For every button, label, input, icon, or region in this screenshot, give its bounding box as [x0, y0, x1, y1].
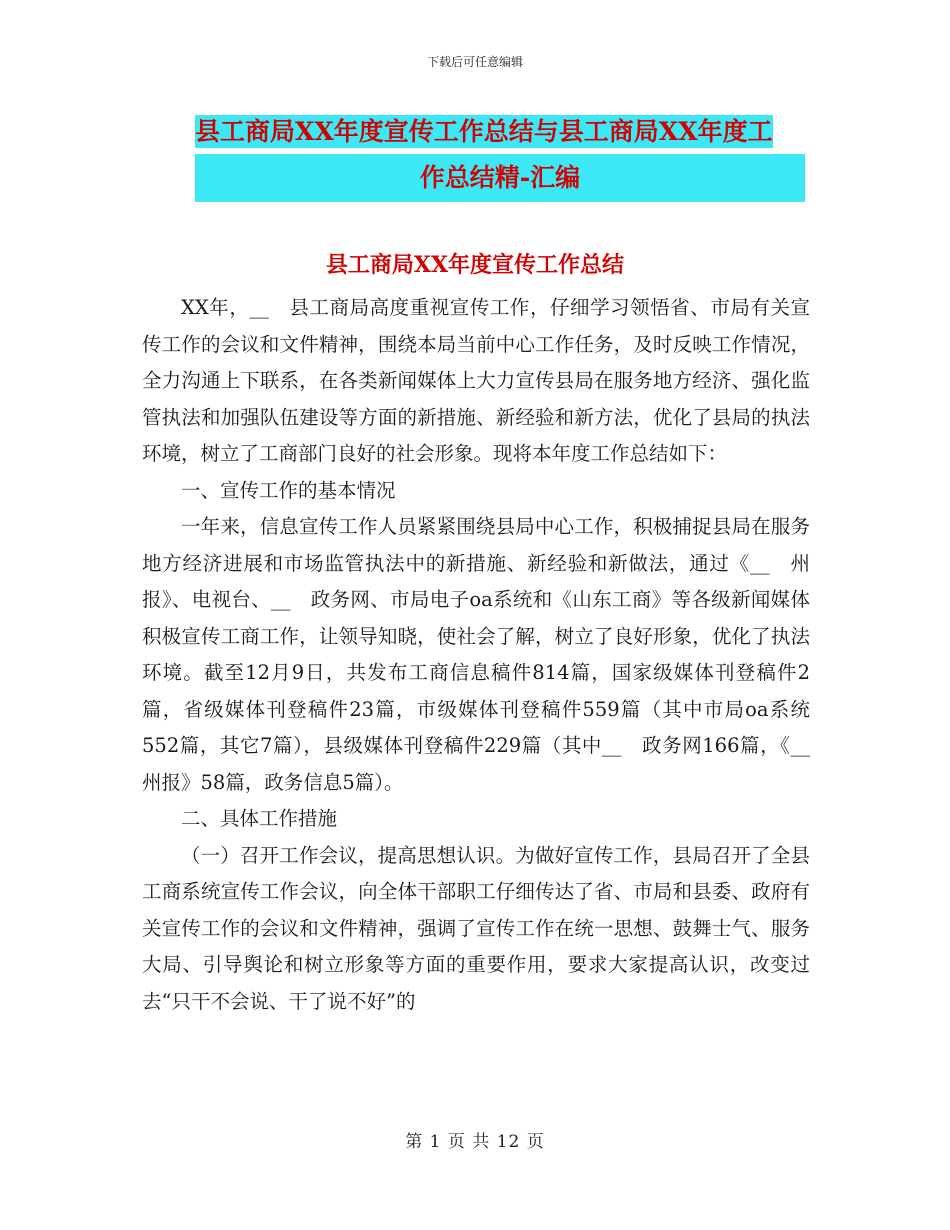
paragraph-intro: XX年，__ 县工商局高度重视宣传工作，仔细学习领悟省、市局有关宣传工作的会议和文件精神，围绕本局当前中心工作任务，及时反映工作情况，全力沟通上下联系，在各类新闻媒体上大力宣传县局在服务地方经济、强化监管执法和加强队伍建设等方面的新措施、新经验和新方法，优化了县局的执法环境，树立了工商部门良好的社会形象。现将本年度工作总结如下： [142, 296, 810, 465]
heading-specific-measures: 二、具体工作措施 [181, 807, 338, 830]
header-note: 下载后可任意编辑 [426, 55, 523, 69]
paragraph-basic-situation: 一年来，信息宣传工作人员紧紧围绕县局中心工作，积极捕捉县局在服务地方经济进展和市场监管执法中的新措施、新经验和新做法，通过《__ 州报》、电视台、__ 政务网、市局电子oa系统和《山东工商》等各级新闻媒体积极宣传工商工作，让领导知晓，使社会了解，树立了良好形象，优化了执法环境。截至12月9日，共发布工商信息稿件814篇，国家级媒体刊登稿件2篇，省级媒体刊登稿件23篇，市级媒体刊登稿件559篇（其中市局oa系统552篇，其它7篇），县级媒体刊登稿件229篇（其中__ 政务网166篇，《__ 州报》58篇，政务信息5篇）。 [142, 515, 830, 794]
page-footer: 第 1 页 共 12 页 [405, 1132, 545, 1152]
title-line-2-text: 作总结精-汇编 [419, 163, 581, 192]
title-line-1: 县工商局XX年度宣传工作总结与县工商局XX年度工 [195, 117, 773, 146]
paragraph-measure-1: （一）召开工作会议，提高思想认识。为做好宣传工作，县局召开了全县工商系统宣传工作会议，向全体干部职工仔细传达了省、市局和县委、政府有关宣传工作的会议和文件精神，强调了宣传工作在统一思想、鼓舞士气、服务大局、引导舆论和树立形象等方面的重要作用，要求大家提高认识，改变过去“只干不会说、干了说不好”的 [142, 843, 810, 1013]
document-body [142, 290, 830, 1020]
heading-basic-situation: 一、宣传工作的基本情况 [181, 478, 396, 502]
title-line-2 [195, 154, 805, 202]
section-title: 县工商局XX年度宣传工作总结 [325, 252, 625, 278]
document-title [195, 110, 805, 202]
